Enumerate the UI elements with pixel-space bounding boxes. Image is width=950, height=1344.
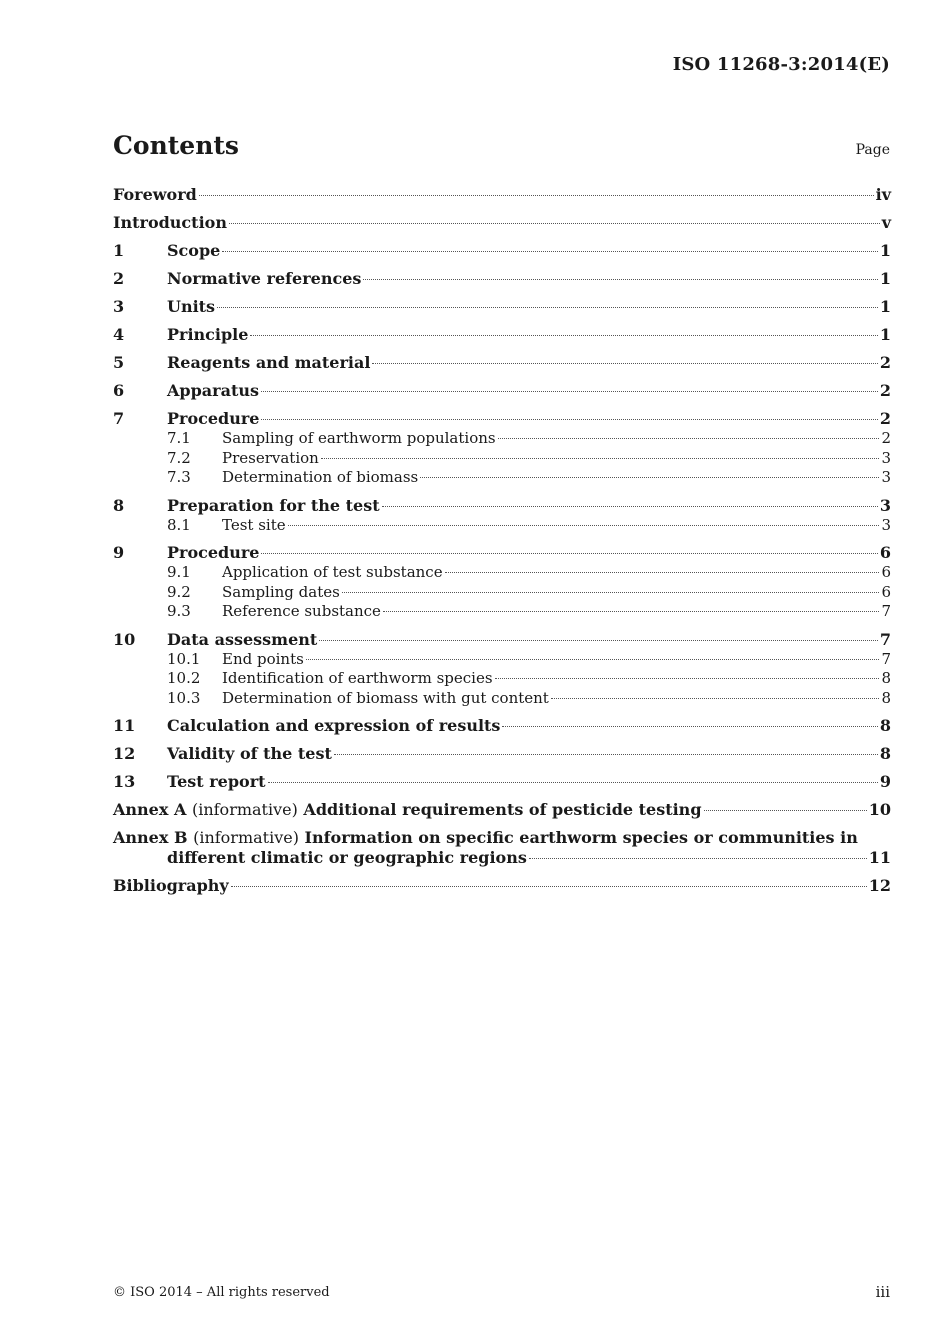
annex-page: 10 [868, 800, 891, 819]
dot-leader [529, 858, 867, 859]
annex-page: 11 [868, 848, 891, 867]
toc-entry-line [167, 241, 891, 261]
toc-entry-title: Sampling dates [222, 582, 340, 601]
dot-leader [268, 782, 878, 783]
toc-entry-title: Reference substance [222, 602, 381, 620]
toc-entry-page: 2 [879, 409, 891, 428]
toc-entry-line [222, 583, 891, 603]
bibliography-title: Bibliography [113, 876, 229, 895]
toc-entry-title: Identification of earthworm species [222, 669, 493, 687]
toc-entry-number: 10.2 [167, 669, 201, 687]
dot-leader [704, 810, 867, 811]
toc-entry-title: Determination of biomass with gut content [222, 688, 549, 707]
toc-entry[interactable] [113, 185, 891, 205]
toc-entry-title: Procedure [167, 409, 260, 428]
toc-entry-number: 7.1 [167, 429, 191, 447]
toc-entry-title: Foreword [113, 185, 197, 204]
toc-entry-title: Determination of biomass [222, 468, 419, 486]
toc-entry-number: 7 [113, 409, 125, 428]
toc-entry-page: 6 [881, 582, 891, 601]
annex-label: Annex A [113, 800, 187, 819]
toc-entry-page: 8 [881, 688, 891, 707]
toc-entry-line [167, 409, 891, 429]
toc-entry[interactable] [113, 353, 891, 373]
dot-leader [372, 363, 877, 364]
toc-entry-number: 13 [113, 772, 136, 791]
toc-entry-page: 8 [879, 744, 891, 763]
toc-entry-page: 7 [881, 649, 891, 668]
dot-leader [250, 335, 877, 336]
toc-entry-line [222, 650, 891, 670]
toc-entry-number: 8 [113, 495, 125, 515]
toc-entry-title: Introduction [113, 213, 227, 232]
dot-leader [363, 279, 877, 280]
dot-leader [495, 678, 880, 679]
toc-entry-line [167, 353, 891, 373]
toc-entry-title: Principle [167, 325, 249, 344]
annex-entry-line [113, 848, 891, 868]
annex-type: (informative) [191, 800, 298, 819]
toc-entry-title: Reagents and material [167, 353, 371, 372]
dot-leader [306, 659, 880, 660]
toc-entry-title: Preservation [222, 448, 319, 467]
dot-leader [498, 438, 880, 439]
toc-entry-title: Validity of the test [167, 744, 332, 763]
toc-entry[interactable] [113, 543, 891, 563]
toc-entry[interactable] [113, 716, 891, 736]
toc-entry-number: 9.1 [167, 563, 191, 581]
toc-entry[interactable] [113, 689, 891, 709]
toc-entry-title: Normative references [167, 269, 362, 288]
bibliography-entry[interactable] [113, 876, 891, 896]
toc-entry-title: Calculation and expression of results [167, 716, 501, 735]
dot-leader [288, 525, 880, 526]
toc-entry-line [222, 602, 891, 622]
toc-entry-number: 10.3 [167, 688, 201, 707]
toc-entry[interactable] [113, 583, 891, 603]
toc-entry-number: 9.3 [167, 602, 191, 620]
annex-heading [113, 800, 702, 820]
dot-leader [319, 640, 878, 641]
toc-entry[interactable] [113, 496, 891, 516]
toc-entry-title: Units [167, 297, 216, 316]
toc-entry-line [167, 716, 891, 736]
toc-entry[interactable] [113, 744, 891, 764]
toc-entry[interactable] [113, 429, 891, 449]
toc-entry-line [167, 381, 891, 401]
toc-entry-line [113, 185, 891, 205]
document-id-header: ISO 11268-3:2014(E) [672, 54, 890, 75]
toc-entry[interactable] [113, 669, 891, 689]
toc-entry[interactable] [113, 409, 891, 429]
toc-entry[interactable] [113, 516, 891, 536]
annex-entry[interactable] [113, 800, 891, 820]
dot-leader [261, 553, 877, 554]
toc-entry-number: 1 [113, 241, 125, 260]
bibliography-page: 12 [868, 876, 891, 895]
toc-entry[interactable] [113, 449, 891, 469]
toc-entry-line [222, 468, 891, 488]
toc-entry-line [222, 563, 891, 583]
toc-entry-line [113, 213, 891, 233]
toc-entry-page: 1 [879, 325, 891, 344]
toc-entry-title: Test site [222, 515, 286, 534]
toc-entry-title: Sampling of earthworm populations [222, 429, 496, 447]
toc-entry-page: 6 [879, 543, 891, 562]
toc-entry[interactable] [113, 602, 891, 622]
toc-entry-page: 3 [881, 448, 891, 467]
toc-entry-line [167, 269, 891, 289]
page-column-label: Page [855, 142, 890, 158]
toc-entry-page: 8 [881, 669, 891, 687]
dot-leader [342, 592, 880, 593]
dot-leader [334, 754, 878, 755]
toc-entry-number: 10 [113, 629, 136, 649]
dot-leader [502, 726, 877, 727]
toc-entry-title: Test report [167, 772, 266, 791]
dot-leader [321, 458, 880, 459]
toc-entry-title: Data assessment [167, 629, 318, 649]
toc-entry-number: 2 [113, 269, 125, 288]
toc-entry-number: 5 [113, 353, 125, 372]
toc-entry-title: Scope [167, 241, 221, 260]
toc-entry[interactable] [113, 381, 891, 401]
toc-entry-number: 9 [113, 543, 125, 562]
annex-entry[interactable] [113, 828, 891, 868]
toc-entry-line [222, 689, 891, 709]
toc-entry-page: 2 [881, 429, 891, 447]
toc-entry-page: 7 [879, 629, 891, 649]
toc-entry-line [222, 449, 891, 469]
annex-title-continued: different climatic or geographic regions [167, 848, 527, 867]
toc-entry-page: 7 [881, 602, 891, 620]
dot-leader [383, 611, 880, 612]
toc-entry[interactable] [113, 213, 891, 233]
toc-entry-number: 7.2 [167, 448, 191, 467]
toc-entry-number: 12 [113, 744, 136, 763]
toc-entry-page: 1 [879, 269, 891, 288]
toc-entry-page: 1 [879, 297, 891, 316]
dot-leader [217, 307, 878, 308]
toc-entry-page: 6 [881, 563, 891, 581]
dot-leader [229, 223, 880, 224]
dot-leader [420, 477, 879, 478]
toc-entry-line [167, 543, 891, 563]
toc-entry[interactable] [113, 297, 891, 317]
toc-entry-number: 10.1 [167, 649, 201, 668]
toc-entry-line [167, 630, 891, 650]
toc-entry-page: 3 [879, 495, 891, 515]
annex-title: Information on specific earthworm species or communities in [304, 828, 858, 847]
contents-title: Contents [113, 131, 240, 160]
toc-entry-line [167, 772, 891, 792]
toc-entry-page: iv [875, 185, 891, 204]
annex-entry-line [113, 800, 891, 820]
toc-entry-title: Preparation for the test [167, 495, 380, 515]
toc-entry-line [222, 429, 891, 449]
toc-entry[interactable] [113, 563, 891, 583]
annex-type: (informative) [193, 828, 299, 847]
toc-entry-number: 6 [113, 381, 125, 400]
toc-entry-line [167, 744, 891, 764]
toc-entry-line [167, 297, 891, 317]
toc-entry-title: End points [222, 649, 304, 668]
toc-entry-number: 8.1 [167, 515, 191, 534]
dot-leader [445, 572, 880, 573]
dot-leader [261, 391, 878, 392]
dot-leader [261, 419, 877, 420]
toc-entry-number: 4 [113, 325, 125, 344]
dot-leader [231, 886, 867, 887]
toc-entry-page: 1 [879, 241, 891, 260]
toc-entry-line [222, 669, 891, 689]
page-number-footer: iii [875, 1283, 890, 1301]
toc-entry-line [113, 876, 891, 896]
annex-title: Additional requirements of pesticide testing [303, 800, 702, 819]
toc-entry-line [167, 325, 891, 345]
toc-entry[interactable] [113, 772, 891, 792]
toc-entry-page: v [881, 213, 891, 232]
toc-entry-page: 3 [881, 468, 891, 486]
annex-entry-line [113, 828, 891, 848]
toc-entry-title: Application of test substance [222, 563, 443, 581]
toc-entry[interactable] [113, 325, 891, 345]
toc-entry-number: 3 [113, 297, 125, 316]
toc-entry-line [222, 516, 891, 536]
dot-leader [222, 251, 878, 252]
toc-entry[interactable] [113, 269, 891, 289]
copyright-footer: © ISO 2014 – All rights reserved [113, 1285, 330, 1300]
toc-entry-number: 11 [113, 716, 136, 735]
toc-entry-number: 9.2 [167, 582, 191, 601]
toc-entry[interactable] [113, 468, 891, 488]
table-of-contents [113, 185, 891, 896]
dot-leader [382, 506, 878, 507]
toc-entry[interactable] [113, 241, 891, 261]
toc-entry-number: 7.3 [167, 468, 191, 486]
toc-entry-page: 2 [879, 353, 891, 372]
dot-leader [551, 698, 880, 699]
toc-entry-title: Procedure [167, 543, 260, 562]
toc-entry-page: 9 [879, 772, 891, 791]
toc-entry-line [167, 496, 891, 516]
toc-entry-page: 8 [879, 716, 891, 735]
toc-entry-title: Apparatus [167, 381, 259, 400]
annex-label: Annex B [113, 828, 188, 847]
dot-leader [199, 195, 874, 196]
toc-entry-page: 2 [879, 381, 891, 400]
toc-entry[interactable] [113, 650, 891, 670]
toc-entry-page: 3 [881, 515, 891, 534]
toc-entry[interactable] [113, 630, 891, 650]
